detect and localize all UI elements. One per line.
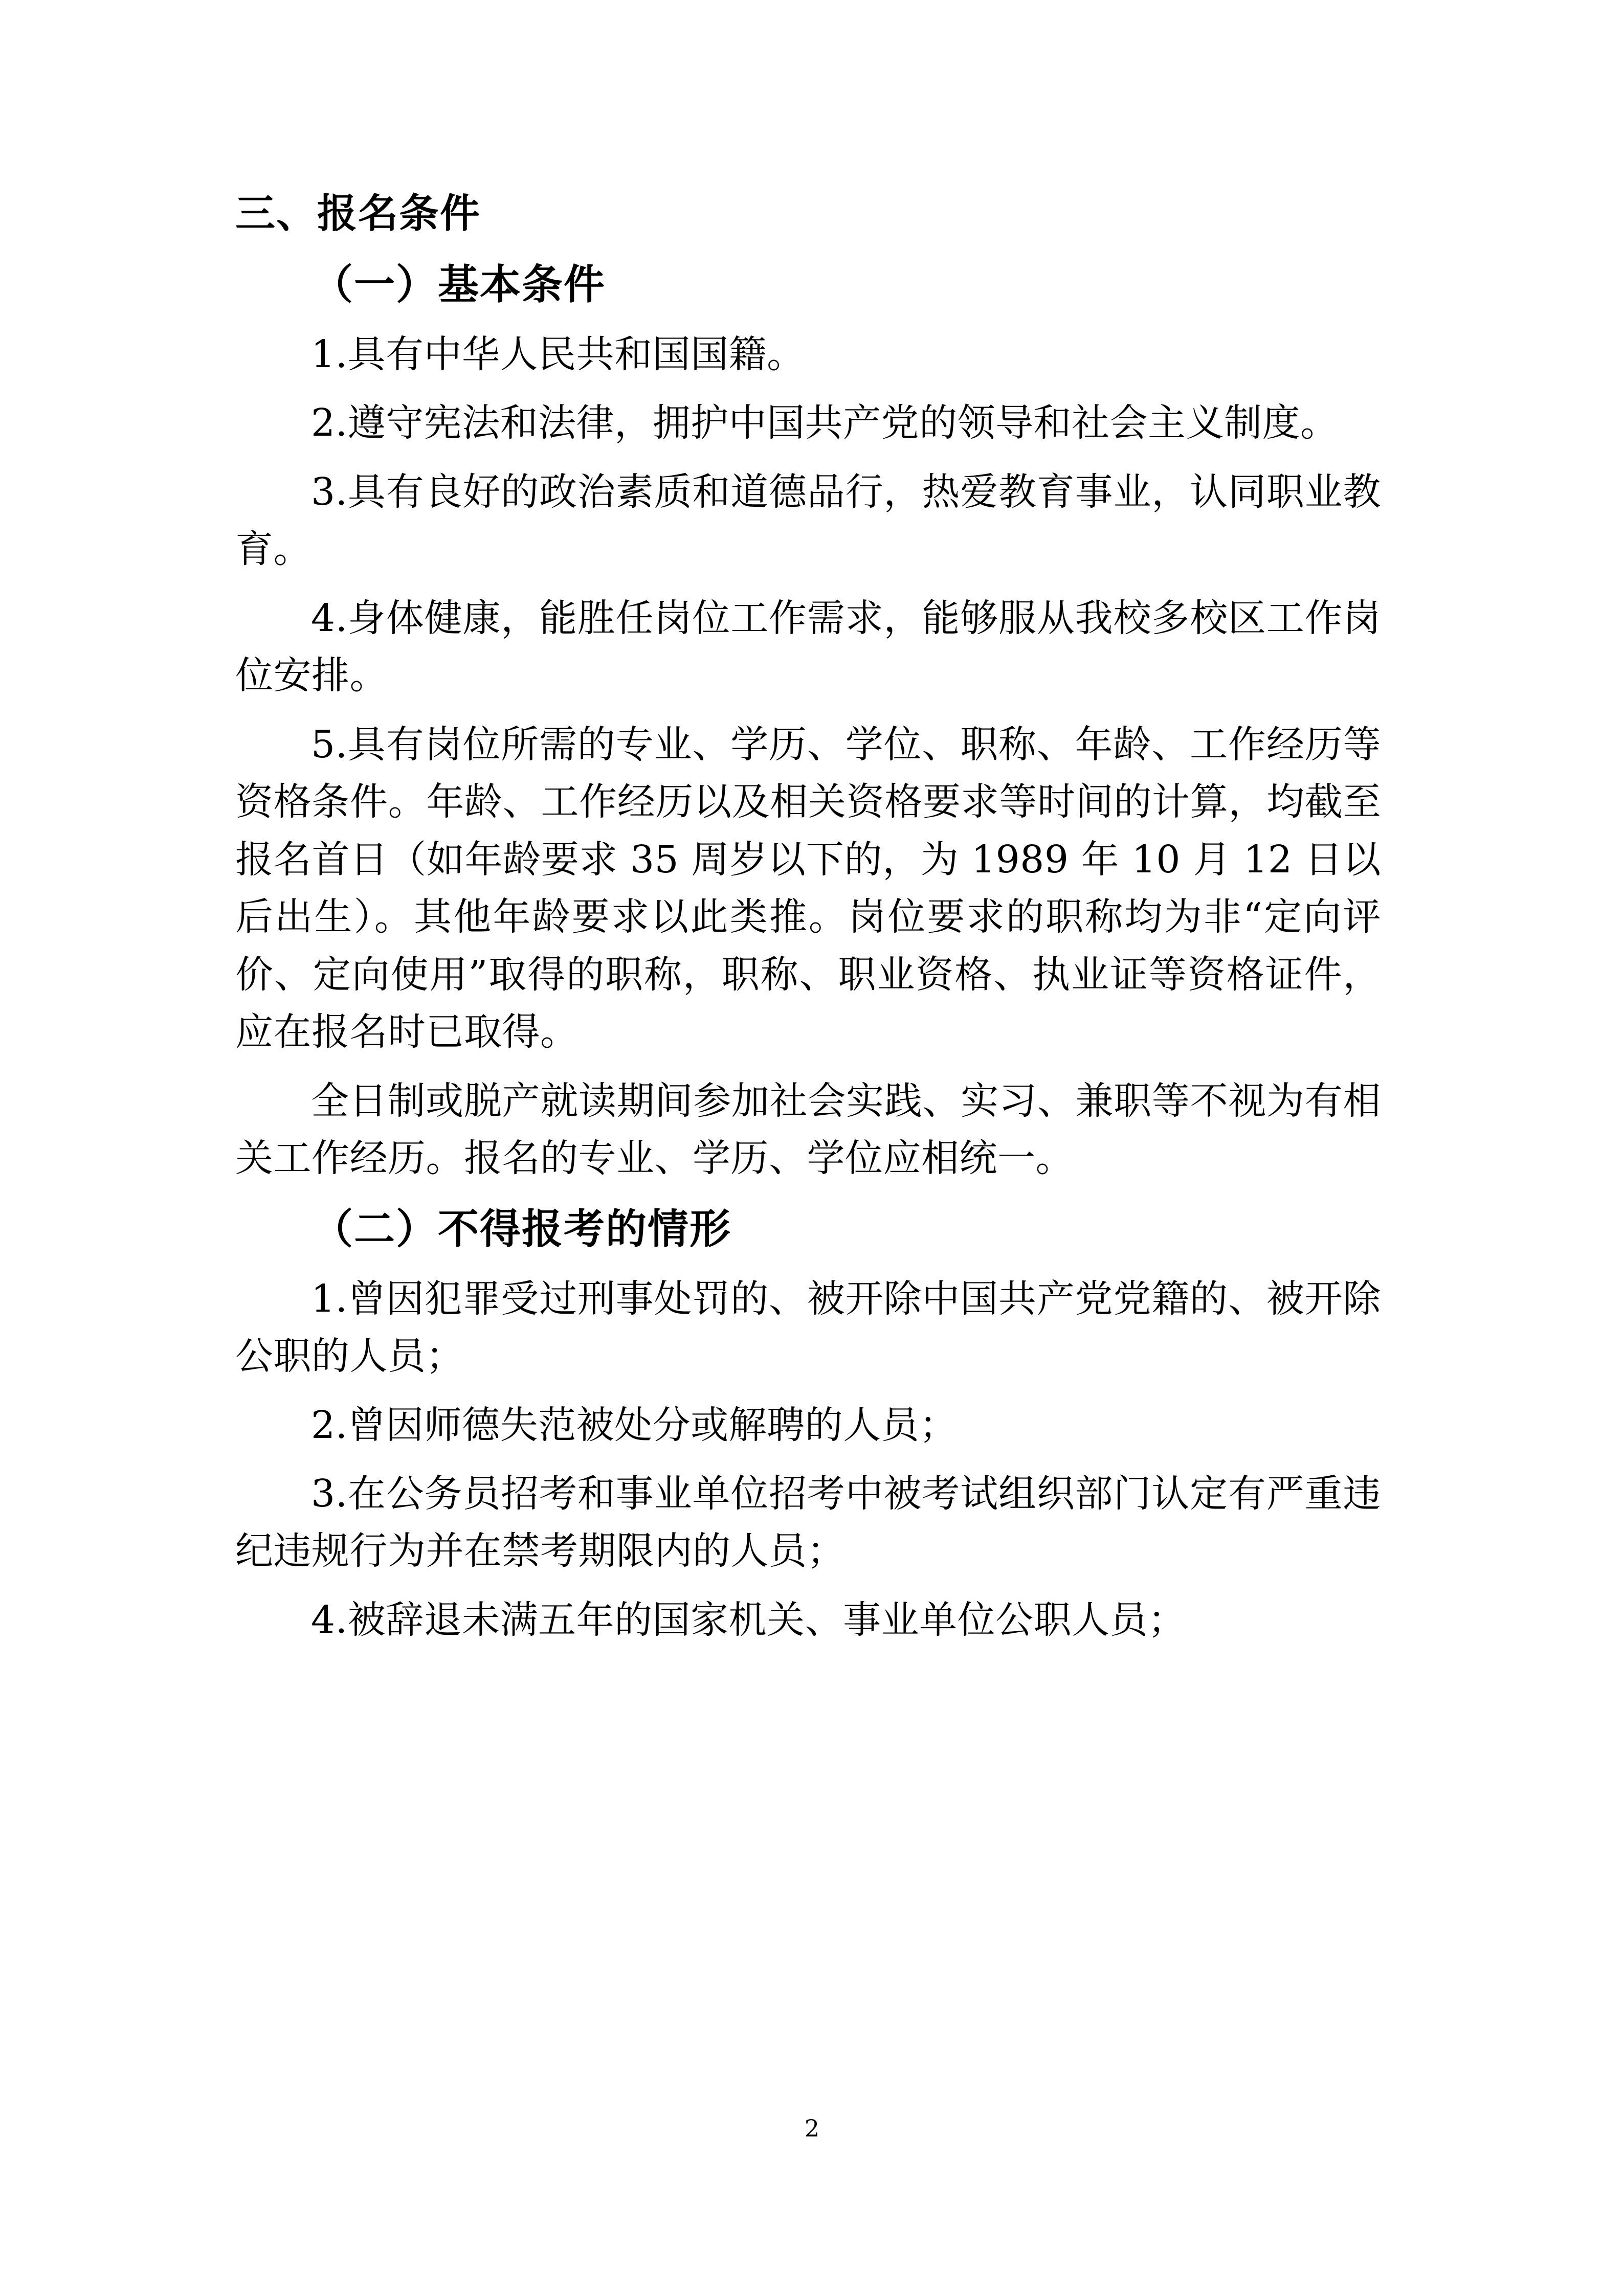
paragraph-item-4: 4.身体健康，能胜任岗位工作需求，能够服从我校多校区工作岗位安排。 xyxy=(235,596,1381,698)
section-heading-recruitment-conditions: 三、报名条件 xyxy=(235,191,481,237)
paragraph-disqualification-3: 3.在公务员招考和事业单位招考中被考试组织部门认定有严重违纪违规行为并在禁考期限内的人员； xyxy=(235,1471,1381,1573)
paragraph-item-2: 2.遵守宪法和法律，拥护中国共产党的领导和社会主义制度。 xyxy=(311,401,1339,445)
paragraph-item-5: 5.具有岗位所需的专业、学历、学位、职称、年龄、工作经历等资格条件。年龄、工作经历以及相关资格要求等时间的计算，均截至报名首日（如年龄要求 35 周岁以下的，为 1989 年 10 月 12 日以后出生）。其他年龄要求以此类推。岗位要求的职称均为非“定向评价、定向使用”取得的职称，职称、职业资格、执业证等资格证件，应在报名时已取得。 xyxy=(235,722,1381,1054)
paragraph-item-3: 3.具有良好的政治素质和道德品行，热爱教育事业，认同职业教育。 xyxy=(235,469,1381,572)
subsection-heading-basic-conditions: （一）基本条件 xyxy=(312,261,606,308)
paragraph-disqualification-4: 4.被辞退未满五年的国家机关、事业单位公职人员； xyxy=(311,1597,1186,1642)
paragraph-work-experience-note: 全日制或脱产就读期间参加社会实践、实习、兼职等不视为有相关工作经历。报名的专业、学历、学位应相统一。 xyxy=(235,1078,1381,1181)
page-number: 2 xyxy=(804,2114,820,2142)
subsection-heading-disqualifications: （二）不得报考的情形 xyxy=(312,1205,731,1253)
paragraph-disqualification-1: 1.曾因犯罪受过刑事处罚的、被开除中国共产党党籍的、被开除公职的人员； xyxy=(235,1276,1381,1379)
paragraph-item-1: 1.具有中华人民共和国国籍。 xyxy=(311,332,805,376)
document-body xyxy=(235,184,1381,1660)
paragraph-disqualification-2: 2.曾因师德失范被处分或解聘的人员； xyxy=(311,1403,958,1447)
